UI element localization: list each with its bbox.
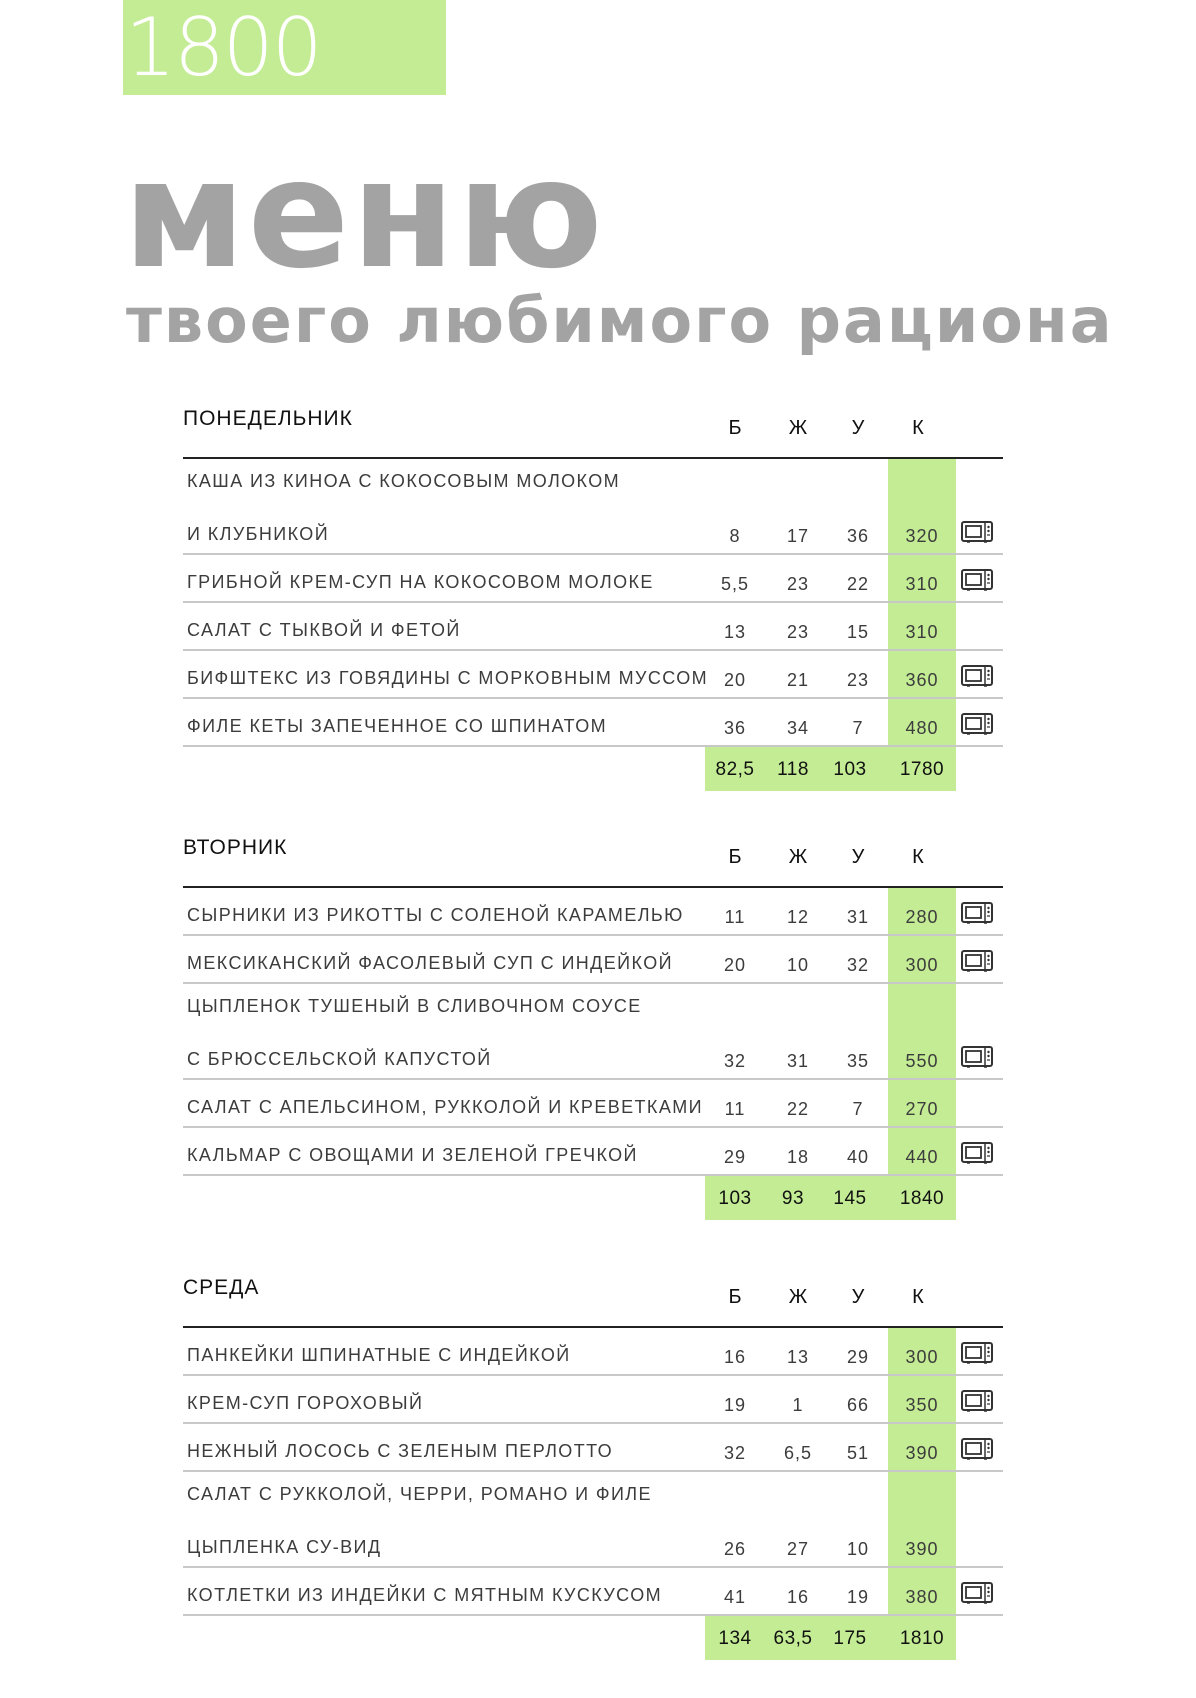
nutrient-value-u: 15 — [846, 622, 870, 642]
total-k: 1840 — [899, 1188, 945, 1209]
dish-row — [183, 1424, 1003, 1472]
nutrient-value-b: 11 — [724, 1099, 746, 1119]
nutrient-value-u: 66 — [846, 1395, 870, 1415]
microwave-icon — [961, 713, 993, 735]
day-header — [183, 1262, 1003, 1328]
nutrient-value-k: 480 — [905, 718, 939, 738]
day-name: СРЕДА — [183, 1276, 260, 1299]
nutrient-value-u: 29 — [846, 1347, 870, 1367]
nutrient-value-k: 350 — [905, 1395, 939, 1415]
nutrient-value-zh: 10 — [786, 955, 810, 975]
dish-name-line2: С БРЮССЕЛЬСКОЙ КАПУСТОЙ — [187, 1049, 492, 1069]
nutrient-value-u: 51 — [846, 1443, 870, 1463]
microwave-icon — [961, 665, 993, 687]
nutrient-value-b: 29 — [723, 1147, 747, 1167]
dish-row — [183, 936, 1003, 984]
nutrient-value-zh: 1 — [792, 1395, 804, 1415]
nutrient-value-zh: 21 — [786, 670, 810, 690]
dish-row — [183, 603, 1003, 651]
nutrient-value-k: 440 — [905, 1147, 939, 1167]
nutrient-value-b: 8 — [729, 526, 741, 546]
dish-name: САЛАТ С ТЫКВОЙ И ФЕТОЙ — [187, 620, 461, 640]
microwave-icon — [961, 1582, 993, 1604]
dish-name: ПАНКЕЙКИ ШПИНАТНЫЕ С ИНДЕЙКОЙ — [187, 1345, 571, 1365]
dish-name: КОТЛЕТКИ ИЗ ИНДЕЙКИ С МЯТНЫМ КУСКУСОМ — [187, 1585, 662, 1605]
nutrient-value-u: 35 — [846, 1051, 870, 1071]
dish-name: БИФШТЕКС ИЗ ГОВЯДИНЫ С МОРКОВНЫМ МУССОМ — [187, 668, 709, 688]
day-header — [183, 822, 1003, 888]
microwave-icon — [961, 1438, 993, 1460]
page-title: меню — [123, 128, 605, 302]
nutrient-value-k: 270 — [905, 1099, 939, 1119]
nutrient-value-u: 31 — [846, 907, 870, 927]
dish-row — [183, 1328, 1003, 1376]
nutrient-value-b: 13 — [723, 622, 747, 642]
nutrient-value-b: 19 — [723, 1395, 747, 1415]
nutrient-value-k: 280 — [905, 907, 939, 927]
dish-name: САЛАТ С РУККОЛОЙ, ЧЕРРИ, РОМАНО И ФИЛЕ — [187, 1484, 652, 1504]
day-header — [183, 393, 1003, 459]
column-header: К — [912, 846, 924, 868]
dish-name: КАЛЬМАР С ОВОЩАМИ И ЗЕЛЕНОЙ ГРЕЧКОЙ — [187, 1145, 638, 1165]
dish-name: НЕЖНЫЙ ЛОСОСЬ С ЗЕЛЕНЫМ ПЕРЛОТТО — [187, 1441, 614, 1461]
dish-name: МЕКСИКАНСКИЙ ФАСОЛЕВЫЙ СУП С ИНДЕЙКОЙ — [187, 953, 673, 973]
dish-name: ГРИБНОЙ КРЕМ-СУП НА КОКОСОВОМ МОЛОКЕ — [187, 572, 654, 592]
dish-row — [183, 555, 1003, 603]
nutrient-value-k: 300 — [905, 1347, 939, 1367]
dish-name-line2: ЦЫПЛЕНКА СУ-ВИД — [187, 1537, 382, 1557]
column-header: Ж — [788, 1286, 808, 1308]
nutrient-value-zh: 6,5 — [783, 1443, 813, 1463]
nutrient-value-zh: 17 — [786, 526, 810, 546]
column-header: К — [912, 1286, 924, 1308]
column-header: К — [912, 417, 924, 439]
nutrient-value-b: 41 — [723, 1587, 747, 1607]
microwave-icon — [961, 1342, 993, 1364]
column-header: Ж — [788, 846, 808, 868]
nutrient-value-b: 20 — [723, 670, 747, 690]
day-totals — [183, 747, 1003, 793]
dish-row — [183, 984, 1003, 1080]
nutrient-value-b: 32 — [723, 1443, 747, 1463]
dish-name: СЫРНИКИ ИЗ РИКОТТЫ С СОЛЕНОЙ КАРАМЕЛЬЮ — [187, 905, 684, 925]
microwave-icon — [961, 1046, 993, 1068]
day-name: ВТОРНИК — [183, 836, 288, 859]
nutrient-value-k: 310 — [905, 622, 939, 642]
nutrient-value-zh: 34 — [786, 718, 810, 738]
dish-row — [183, 459, 1003, 555]
nutrient-value-zh: 31 — [786, 1051, 810, 1071]
total-u: 175 — [833, 1628, 867, 1649]
dish-name: ЦЫПЛЕНОК ТУШЕНЫЙ В СЛИВОЧНОМ СОУСЕ — [187, 996, 642, 1016]
day-name: ПОНЕДЕЛЬНИК — [183, 407, 353, 430]
dish-name: САЛАТ С АПЕЛЬСИНОМ, РУККОЛОЙ И КРЕВЕТКАМИ — [187, 1097, 703, 1117]
microwave-icon — [961, 1390, 993, 1412]
nutrient-value-u: 7 — [852, 718, 864, 738]
nutrient-value-k: 310 — [905, 574, 939, 594]
nutrient-value-zh: 23 — [786, 574, 810, 594]
calorie-badge-value: 1800 — [125, 1, 321, 94]
total-k: 1780 — [899, 759, 945, 780]
dish-row — [183, 1080, 1003, 1128]
microwave-icon — [961, 569, 993, 591]
nutrient-value-k: 320 — [905, 526, 939, 546]
total-b: 103 — [718, 1188, 752, 1209]
nutrient-value-b: 11 — [724, 907, 746, 927]
day-section — [183, 393, 1003, 793]
dish-row — [183, 1128, 1003, 1176]
nutrient-value-u: 19 — [846, 1587, 870, 1607]
nutrient-value-b: 5,5 — [720, 574, 750, 594]
column-header: Б — [728, 1286, 742, 1308]
nutrient-value-k: 360 — [905, 670, 939, 690]
nutrient-value-k: 380 — [905, 1587, 939, 1607]
nutrient-value-u: 40 — [846, 1147, 870, 1167]
nutrient-value-b: 16 — [723, 1347, 747, 1367]
column-header: Ж — [788, 417, 808, 439]
dish-row — [183, 1472, 1003, 1568]
column-header: У — [851, 846, 865, 868]
total-b: 134 — [718, 1628, 752, 1649]
dish-name-line2: И КЛУБНИКОЙ — [187, 524, 330, 544]
dish-row — [183, 651, 1003, 699]
total-zh: 63,5 — [773, 1628, 813, 1649]
total-zh: 93 — [781, 1188, 805, 1209]
dish-row — [183, 699, 1003, 747]
column-header: У — [851, 417, 865, 439]
nutrient-value-k: 390 — [905, 1539, 939, 1559]
microwave-icon — [961, 1142, 993, 1164]
total-u: 145 — [833, 1188, 867, 1209]
total-zh: 118 — [777, 759, 809, 780]
total-u: 103 — [833, 759, 867, 780]
microwave-icon — [961, 521, 993, 543]
total-k: 1810 — [899, 1628, 945, 1649]
nutrient-value-zh: 22 — [786, 1099, 810, 1119]
nutrient-value-k: 550 — [905, 1051, 939, 1071]
dish-name: КАША ИЗ КИНОА С КОКОСОВЫМ МОЛОКОМ — [187, 471, 621, 491]
column-header: Б — [728, 417, 742, 439]
column-header: У — [851, 1286, 865, 1308]
nutrient-value-k: 390 — [905, 1443, 939, 1463]
page-subtitle: твоего любимого рациона — [126, 284, 1114, 357]
dish-row — [183, 888, 1003, 936]
dish-row — [183, 1376, 1003, 1424]
dish-name: КРЕМ-СУП ГОРОХОВЫЙ — [187, 1393, 424, 1413]
nutrient-value-b: 20 — [723, 955, 747, 975]
day-totals — [183, 1176, 1003, 1222]
nutrient-value-zh: 18 — [786, 1147, 810, 1167]
nutrient-value-zh: 27 — [786, 1539, 810, 1559]
dish-name: ФИЛЕ КЕТЫ ЗАПЕЧЕННОЕ СО ШПИНАТОМ — [187, 716, 608, 736]
nutrient-value-zh: 12 — [786, 907, 810, 927]
microwave-icon — [961, 902, 993, 924]
nutrient-value-b: 32 — [723, 1051, 747, 1071]
day-section — [183, 1262, 1003, 1662]
total-b: 82,5 — [715, 759, 755, 780]
nutrient-value-zh: 16 — [786, 1587, 810, 1607]
nutrient-value-u: 10 — [846, 1539, 870, 1559]
nutrient-value-u: 23 — [846, 670, 870, 690]
nutrient-value-zh: 13 — [786, 1347, 810, 1367]
nutrient-value-u: 32 — [846, 955, 870, 975]
nutrient-value-k: 300 — [905, 955, 939, 975]
nutrient-value-zh: 23 — [786, 622, 810, 642]
microwave-icon — [961, 950, 993, 972]
column-header: Б — [728, 846, 742, 868]
day-totals — [183, 1616, 1003, 1662]
day-section — [183, 822, 1003, 1222]
dish-row — [183, 1568, 1003, 1616]
nutrient-value-u: 22 — [846, 574, 870, 594]
nutrient-value-b: 26 — [723, 1539, 747, 1559]
nutrient-value-u: 7 — [852, 1099, 864, 1119]
nutrient-value-b: 36 — [723, 718, 747, 738]
nutrient-value-u: 36 — [846, 526, 870, 546]
